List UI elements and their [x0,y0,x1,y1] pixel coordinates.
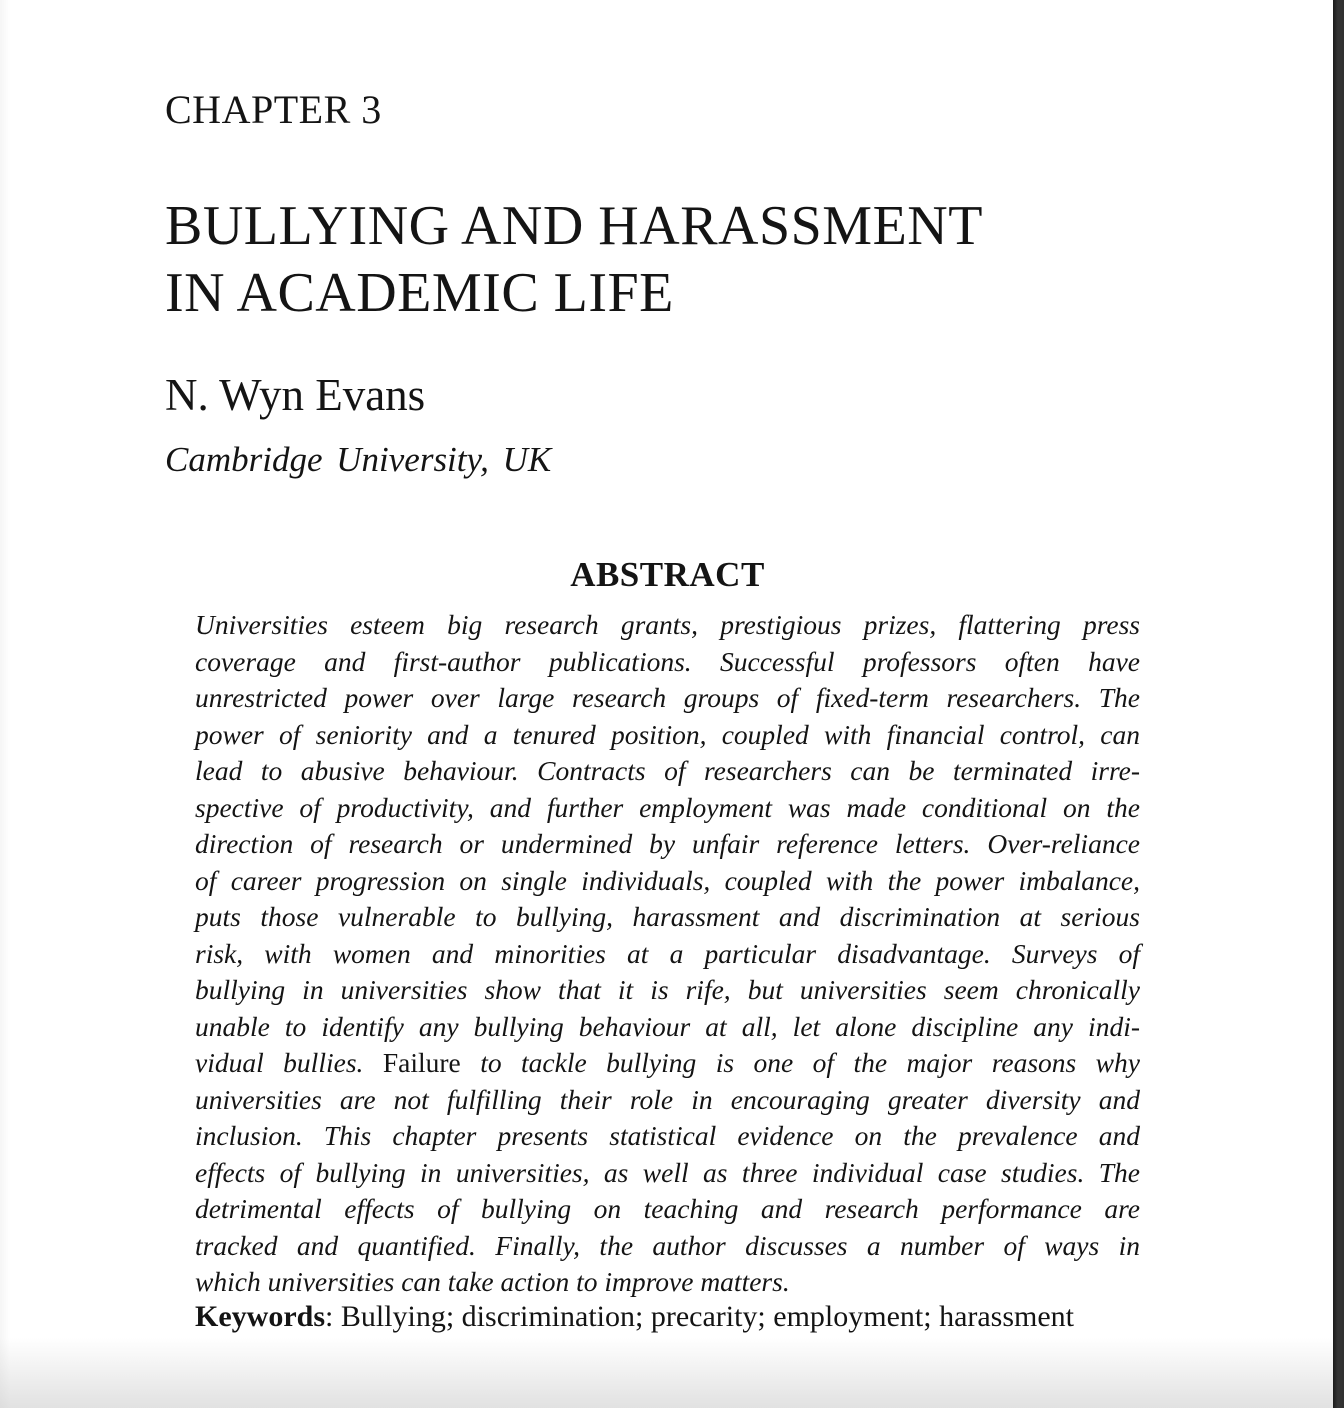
keywords-label: Keywords [195,1299,325,1333]
author-affiliation: Cambridge University, UK [165,440,552,479]
abstract-line: vidual bullies. Failure to tackle bullying is one of the major reasons why [195,1047,1140,1078]
keywords-line [195,1298,1180,1335]
abstract-line: inclusion. This chapter presents statistical evidence on the prevalence and [195,1120,1140,1151]
abstract-line: Universities esteem big research grants, prestigious prizes, flattering press [195,609,1140,640]
page-edge-bar [1333,0,1344,1408]
abstract-line: coverage and first-author publications. Successful professors often have [195,645,1140,677]
abstract-line: puts those vulnerable to bullying, harassment and discrimination at serious [195,901,1140,932]
abstract-line: tracked and quantified. Finally, the author discusses a number of ways in [195,1229,1140,1261]
abstract-line: effects of bullying in universities, as well as three individual case studies. The [195,1156,1140,1188]
abstract-line: of career progression on single individuals, coupled with the power imbalance, [195,864,1140,896]
abstract-body [195,607,1140,1301]
abstract-line: direction of research or undermined by unfair reference letters. Over-reliance [195,828,1140,859]
chapter-title-line-2: IN ACADEMIC LIFE [165,262,674,324]
keywords-text: : Bullying; discrimination; precarity; employment; harassment [325,1299,1075,1333]
abstract-heading: ABSTRACT [570,555,765,594]
abstract-line: universities are not fulfilling their role in encouraging greater diversity and [195,1083,1140,1115]
upright-word: Failure [382,1047,461,1078]
chapter-title-line-1: BULLYING AND HARASSMENT [165,195,983,257]
abstract-line: lead to abusive behaviour. Contracts of researchers can be terminated irre- [195,755,1140,786]
abstract-line: risk, with women and minorities at a particular disadvantage. Surveys of [195,937,1140,969]
abstract-line: unable to identify any bullying behaviour at all, let alone discipline any indi- [195,1010,1140,1042]
abstract-line: power of seniority and a tenured position, coupled with financial control, can [195,718,1140,750]
abstract-line: which universities can take action to improve matters. [195,1266,790,1297]
abstract-section [195,555,1140,1301]
abstract-line: unrestricted power over large research groups of fixed-term researchers. The [195,682,1140,713]
abstract-line: spective of productivity, and further employment was made conditional on the [195,791,1140,823]
chapter-title [165,193,1180,327]
abstract-line: detrimental effects of bullying on teaching and research performance are [195,1193,1140,1224]
chapter-number: CHAPTER 3 [165,87,382,132]
abstract-line: bullying in universities show that it is rife, but universities seem chronically [195,974,1140,1005]
author-name: N. Wyn Evans [165,370,426,420]
